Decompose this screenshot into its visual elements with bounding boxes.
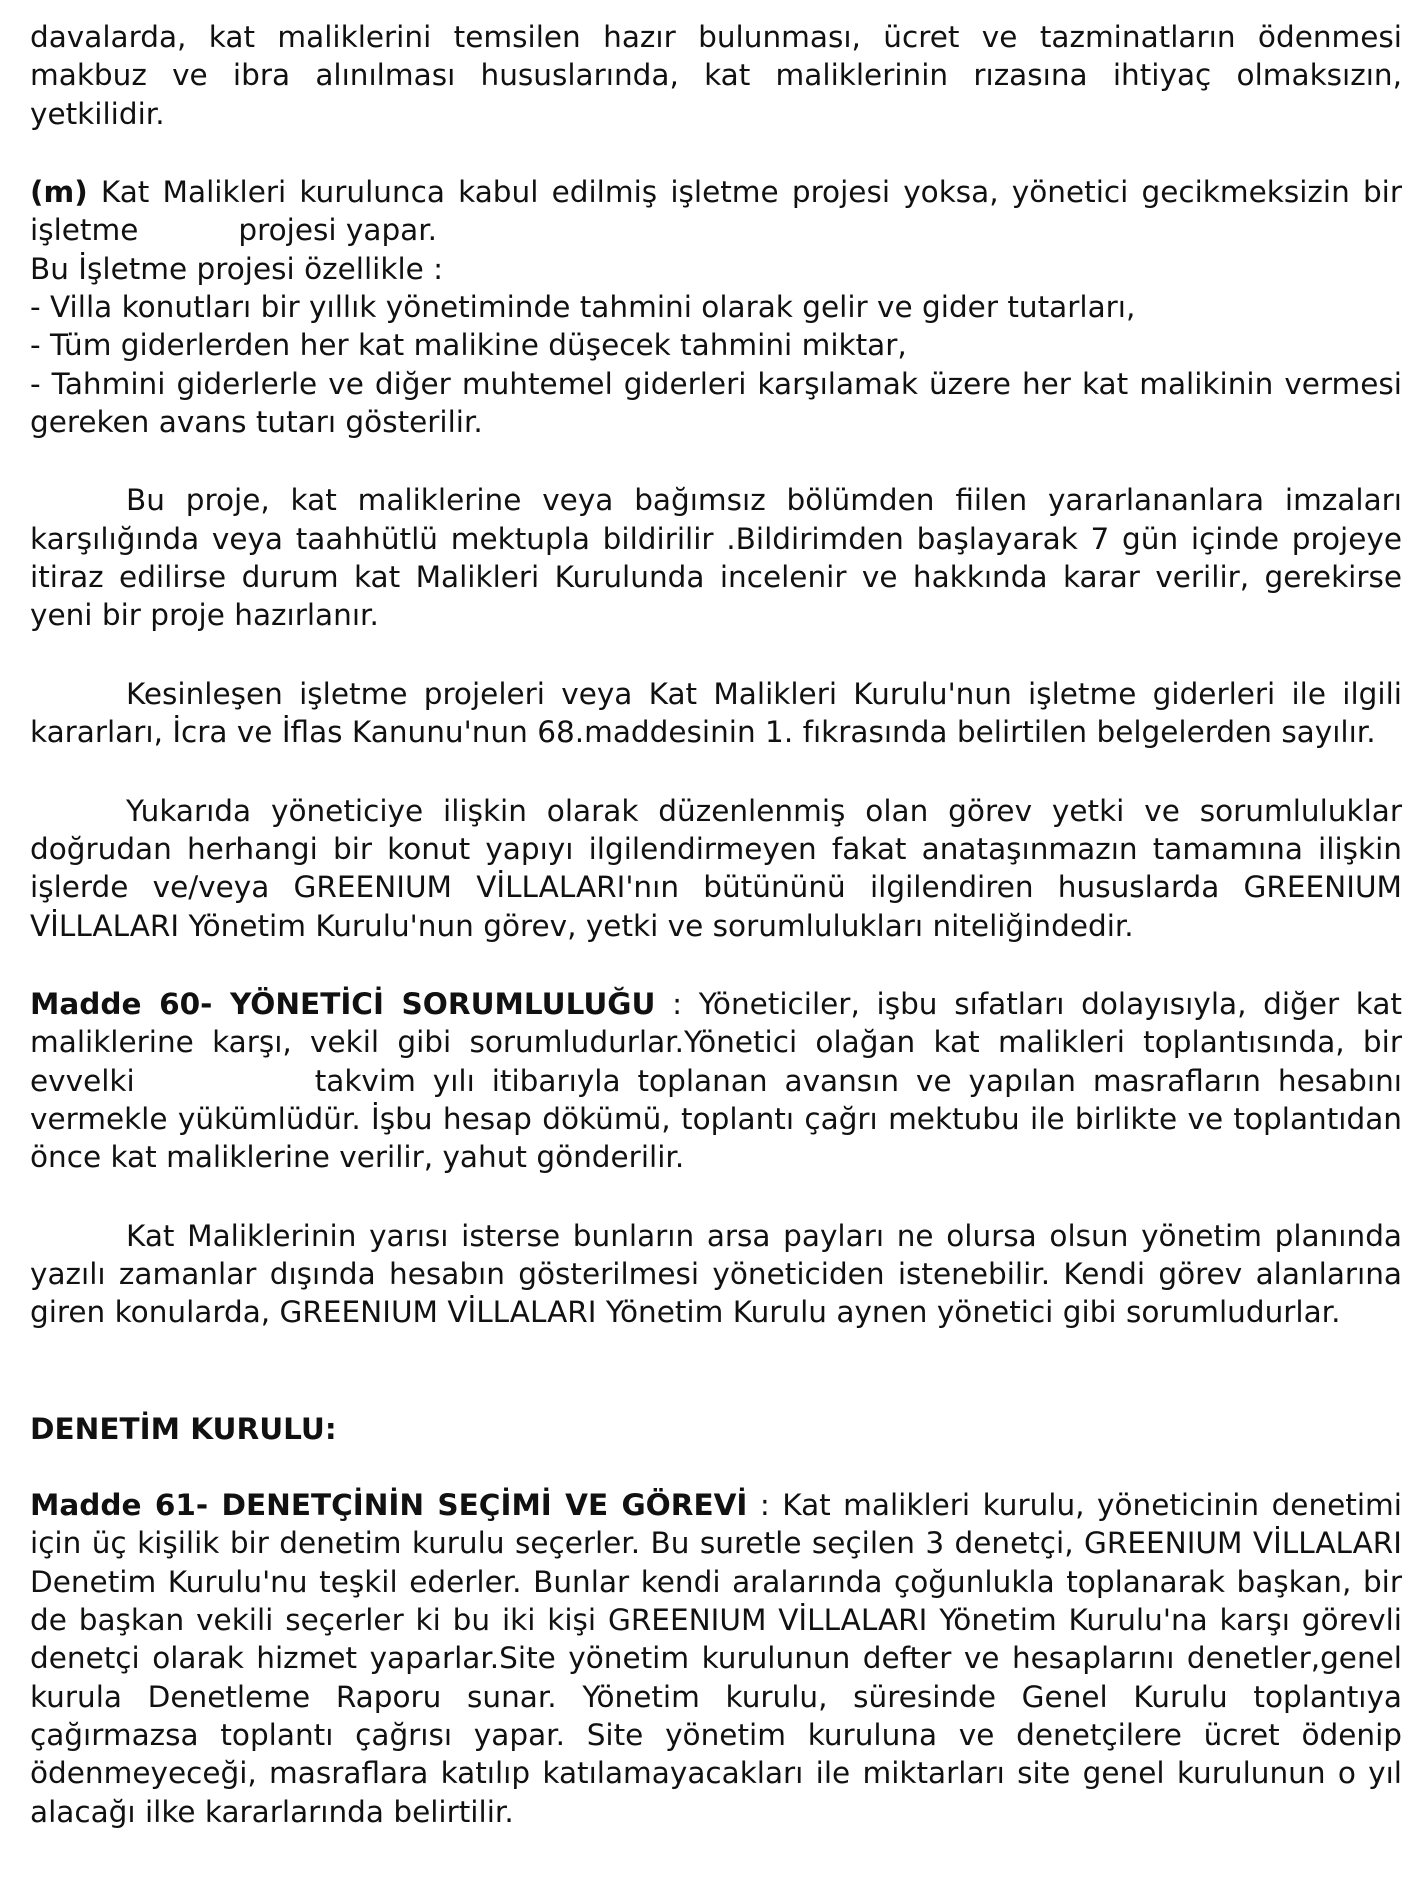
list-item: - Tahmini giderlerle ve diğer muhtemel giderleri karşılamak üzere her kat malikinin vermesi gereken avans tutarı gösterilir. — [30, 366, 1402, 440]
item-label-m: (m) — [30, 175, 88, 210]
paragraph-kesinlesen: Kesinleşen işletme projeleri veya Kat Malikleri Kurulu'nun işletme giderleri ile ilgili kararları, İcra ve İflas Kanunu'nun 68.maddesinin 1. fıkrasında belirtilen belgelerden sayılır. — [30, 676, 1402, 750]
paragraph-yarisi: Kat Maliklerinin yarısı isterse bunların arsa payları ne olursa olsun yönetim planında yazılı zamanlar dışında hesabın gösterilmesi yöneticiden istenebilir. Kendi görev alanlarına giren konularda, GREENIUM VİLLALARI Yönetim Kurulu aynen yönetici gibi sorumludurlar. — [30, 1218, 1402, 1330]
paragraph-m-intro: Bu İşletme projesi özellikle : — [30, 251, 444, 286]
paragraph-m-text: Kat Malikleri kurulunca kabul edilmiş işletme projesi yoksa, yönetici gecikmeksizin bir işletme — [30, 175, 1402, 248]
article-60-title: Madde 60- YÖNETİCİ SORUMLULUĞU — [30, 986, 656, 1021]
document-page — [30, 18, 1402, 1831]
paragraph-m-text-2: projesi yapar. — [238, 213, 438, 248]
article-60-text: : Yöneticiler, işbu sıfatları dolayısıyla, diğer kat maliklerine karşı, vekil gibi sorumludurlar.Yönetici olağan kat malikleri toplantısında, bir evvelki — [30, 986, 1403, 1098]
article-60 — [30, 985, 1402, 1177]
list-item: - Villa konutları bir yıllık yönetiminde tahmini olarak gelir ve gider tutarları, — [30, 290, 1136, 325]
article-61-title: Madde 61- DENETÇİNİN SEÇİMİ VE GÖREVİ — [30, 1487, 748, 1522]
article-60-text-2: takvim yılı itibarıyla toplanan avansın ve yapılan masrafların hesabını vermekle yükümlüdür. İşbu hesap dökümü, toplantı çağrı mektubu ile birlikte ve toplantıdan önce kat maliklerine verilir, yahut gönderilir. — [30, 1063, 1402, 1175]
list-item: - Tüm giderlerden her kat malikine düşecek tahmini miktar, — [30, 328, 907, 363]
paragraph-bu-proje: Bu proje, kat maliklerine veya bağımsız bölümden fiilen yararlananlara imzaları karşılığında veya taahhütlü mektupla bildirilir .Bildirimden başlayarak 7 gün içinde projeye itiraz edilirse durum kat Malikleri Kurulunda incelenir ve hakkında karar verilir, gerekirse yeni bir proje hazırlanır. — [30, 483, 1402, 633]
article-61 — [30, 1486, 1402, 1831]
paragraph-yukarida: Yukarıda yöneticiye ilişkin olarak düzenlenmiş olan görev yetki ve sorumluluklar doğrudan herhangi bir konut yapıyı ilgilendirmeyen fakat anataşınmazın tamamına ilişkin işlerde ve/veya GREENIUM VİLLALARI'nın bütününü ilgilendiren hususlarda GREENIUM VİLLALARI Yönetim Kurulu'nun görev, yetki ve sorumlulukları niteliğindedir. — [30, 793, 1402, 943]
paragraph-m — [30, 173, 1402, 250]
paragraph-davalarda: davalarda, kat maliklerini temsilen hazır bulunması, ücret ve tazminatların ödenmesi makbuz ve ibra alınılması hususlarında, kat maliklerinin rızasına ihtiyaç olmaksızın, yetkilidir. — [30, 20, 1402, 131]
section-heading-denetim: DENETİM KURULU: — [30, 1411, 337, 1446]
article-61-text: : Kat malikleri kurulu, yöneticinin denetimi için üç kişilik bir denetim kurulu seçerler. Bu suretle seçilen 3 denetçi, GREENIUM VİLLALARI Denetim Kurulu'nu teşkil ederler. Bunlar kendi aralarında çoğunlukla toplanarak başkan, bir de başkan vekili seçerler ki bu iki kişi GREENIUM VİLLALARI Yönetim Kurulu'na karşı görevli denetçi olarak hizmet yaparlar.Site yönetim kurulunun defter ve hesaplarını denetler,genel kurula Denetleme Raporu sunar. Yönetim kurulu, süresinde Genel Kurulu toplantıya çağırmazsa toplantı çağrısı yapar. Site yönetim kuruluna ve denetçilere ücret ödenip ödenmeyeceği, masraflara katılıp katılamayacakları ile miktarları site genel kurulunun o yıl alacağı ilke kararlarında belirtilir. — [30, 1487, 1402, 1829]
